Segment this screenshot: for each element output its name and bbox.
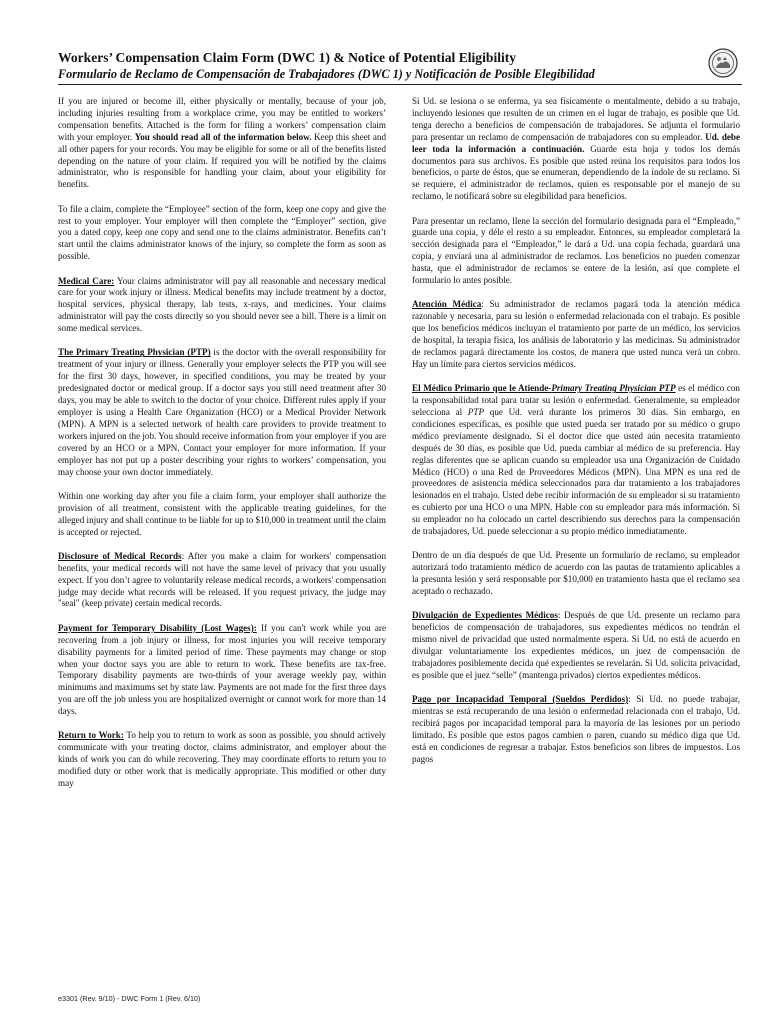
form-title-spanish: Formulario de Reclamo de Compensación de Trabajadores (DWC 1) y Notificación de Posible Elegibilidad [58,67,595,81]
intro-paragraph [58,96,386,191]
header-divider [58,84,742,85]
ptp-section [58,347,386,478]
intro-paragraph-es [412,96,740,203]
english-column [58,96,386,802]
disclosure-heading: Disclosure of Medical Records [58,550,182,561]
form-revision-footer: e3301 (Rev. 9/10) - DWC Form 1 (Rev. 6/10) [58,994,201,1003]
form-title-english: Workers’ Compensation Claim Form (DWC 1) & Notice of Potential Eligibility [58,50,517,65]
filing-paragraph: To file a claim, complete the “Employee” section of the form, keep one copy and give the rest to your employer. Your employer will then complete the “Employer” section, give you a dated copy, keep one copy and send one to the claims administrator. Benefits can’t start until the claims administrator knows of the injury, so complete the form as soon as possible. [58,203,386,262]
intro-emphasis: You should read all of the information below. [134,131,312,142]
temporary-disability-section [58,623,386,718]
ptp-heading: The Primary Treating Physician (PTP) [58,347,211,358]
authorization-paragraph-es: Dentro de un día después de que Ud. Presente un formulario de reclamo, su empleador autorizará todo tratamiento médico de acuerdo con las pautas de tratamiento aplicables a la presunta lesión y será responsable por $10,000 en tratamiento hasta que el reclamo sea aceptado o rechazado. [412,550,740,597]
ptp-text-es-cont: que Ud. verá durante los primeros 30 días. Sin embargo, en condiciones específicas, es posible que usted pueda ser tratado por su médico o grupo médico previamente designado. Si el doctor dice que usted aún necesita tratamiento después de 30 días, es posible que Ud. pueda cambiar al médico de su preferencia. Hay reglas diferentes que se aplican cuando su empleador usa una Organización de Cuidado Médico (HCO) o una Red de Proveedores Médicos (MPN). Una MPN es una red de proveedores de asistencia médica seleccionados para dar tratamiento a los trabajadores lesionados en el trabajo. Usted debe recibir información de su empleador si su tratamiento es cubierto por una HCO o una MPN. Hable con su empleador para más información. Si su empleador no ha colocado un cartel describiendo sus derechos para la compensación de trabajadores, Ud. puede seleccionar a su propio médico inmediatamente. [412,407,740,537]
ptp-text-es: es el médico con la responsabilidad total para tratar su lesión o enfermedad. Generalmente, su empleador selecciona al [412,383,740,418]
medical-care-heading: Medical Care: [58,275,115,286]
disclosure-section [58,551,386,611]
state-seal-icon [708,48,738,78]
return-to-work-section [58,730,386,790]
disclosure-text-es: : Después de que Ud. presente un reclamo para beneficios de compensación de trabajadores, sus expedientes médicos no tendrán el mismo nivel de privacidad que usted normalmente espera. Si Ud. no está de acuerdo en divulgar voluntariamente los expedientes médicos, un juez de compensación de trabajadores posiblemente decida qué expedientes se revelarán. Si Ud. solicita privacidad, es posible que el juez “selle” (mantenga privados) ciertos expedientes médicos. [412,610,741,680]
temporary-disability-heading-es: Pago por Incapacidad Temporal (Sueldos Perdidos) [412,694,629,705]
intro-text: If you are injured or become ill, either physically or mentally, because of your job, including injuries resulting from a workplace crime, you may be entitled to workers’ compensation benefits. Attached is the form for filing a workers’ compensation claim with your employer. [58,96,386,142]
medical-care-heading-es: Atención Médica [412,299,482,310]
disclosure-text: : After you make a claim for workers' compensation benefits, your medical records will not have the same level of privacy that you usually expect. If you don’t agree to voluntarily release medical records, a workers' compensation judge may decide what records will be released. If you request privacy, the judge may "seal" (keep private) certain medical records. [58,550,386,609]
form-header [58,50,668,82]
intro-emphasis-es: Ud. debe leer toda la información a continuación. [412,131,741,154]
temporary-disability-section-es [412,694,740,765]
ptp-section-es [412,383,740,538]
disclosure-heading-es: Divulgación de Expedientes Médicos [412,610,558,621]
temporary-disability-heading: Payment for Temporary Disability (Lost Wages): [58,622,257,633]
return-to-work-text: To help you to return to work as soon as possible, you should actively communicate with your treating doctor, claims administrator, and employer about the kinds of work you can do while recovering. They may coordinate efforts to return you to modified duty or other work that is medically appropriate. This modified or other duty may [58,730,386,789]
medical-care-section [58,276,386,336]
spanish-column [412,96,740,778]
ptp-abbrev: PTP [467,407,485,418]
filing-paragraph-es: Para presentar un reclamo, llene la sección del formulario designada para el “Empleado,” guarde una copia, y déle el resto a su empleador. Entonces, su empleador completará la sección designada para el “Empleador,” le dará a Ud. una copia fechada, guardará una copia, y enviará una al administrador de reclamos. Los beneficios no pueden comenzar hasta, que el administrador de reclamos se entere de la lesión, así que complete el formulario lo antes posible. [412,215,740,286]
disclosure-section-es [412,610,740,681]
ptp-text: is the doctor with the overall responsibility for treatment of your injury or illness. Generally your employer selects the PTP you will see for the first 30 days, however, in specified conditions, you may be treated by your predesignated doctor or medical group. If a doctor says you still need treatment after 30 days, you may be able to switch to the doctor of your choice. Different rules apply if your employer is using a Health Care Organization (HCO) or a Medical Provider Network (MPN). A MPN is a selected network of health care providers to provide treatment to workers injured on the job. You should receive information from your employer if you are covered by an HCO or a MPN. Contact your employer for more information. If your employer has not put up a poster describing your rights to workers’ compensation, you may choose your own doctor immediately. [58,347,387,477]
ptp-heading-english-term: Primary Treating Physician PTP [551,383,676,394]
intro-text-es: Si Ud. se lesiona o se enferma, ya sea físicamente o mentalmente, debido a su trabajo, incluyendo lesiones que resulten de un crimen en el lugar de trabajo, es posible que Ud. tenga derecho a beneficios de compensación de trabajadores. Se adjunta el formulario para presentar un reclamo de compensación de trabajadores con su empleador. [412,96,740,142]
medical-care-text: Your claims administrator will pay all reasonable and necessary medical care for your work injury or illness. Medical benefits may include treatment by a doctor, hospital services, physical therapy, lab tests, x-rays, and medicines. Your claims administrator will pay the costs directly so you should never see a bill. There is a limit on some medical services. [58,275,387,334]
medical-care-text-es: : Su administrador de reclamos pagará toda la atención médica razonable y necesaria, para su lesión o enfermedad relacionada con el trabajo. Es posible que los beneficios médicos incluyan el tratamiento por parte de un médico, los servicios de hospital, la terapia física, los análisis de laboratorio y las medicinas. Su administrador de reclamos pagará directamente los costos, de manera que usted nunca verá un cobro. Hay un límite para ciertos servicios médicos. [412,299,740,369]
medical-care-section-es [412,299,740,370]
return-to-work-heading: Return to Work: [58,730,124,741]
ptp-heading-es: El Médico Primario que le Atiende- [412,383,552,394]
intro-text-cont: Keep this sheet and all other papers for your records. You may be eligible for some or all of the benefits listed depending on the nature of your claim. If required you will be notified by the claims administrator, who is responsible for handling your claim, about your eligibility for benefits. [58,131,387,190]
temporary-disability-text-es: : Si Ud. no puede trabajar, mientras se está recuperando de una lesión o enfermedad relacionada con el trabajo, Ud. recibirá pagos por incapacidad temporal para la mayoría de las lesiones por un período limitado. Es posible que estos pagos cambien o paren, cuando su médico diga que Ud. está en condiciones de regresar a trabajar. Estos beneficios son libres de impuestos. Los pagos [412,694,740,764]
temporary-disability-text: If you can't work while you are recovering from a job injury or illness, for most injuries you will receive temporary disability payments for a limited period of time. These payments may change or stop when your doctor says you are able to return to work. These benefits are tax-free. Temporary disability payments are two-thirds of your average weekly pay, within minimums and maximums set by state law. Payments are not made for the first three days you are off the job unless you are hospitalized overnight or cannot work for more than 14 days. [58,622,386,717]
intro-text-cont-es: Guarde esta hoja y todos los demás documentos para sus archivos. Es posible que usted reúna los requisitos para todos los beneficios, o parte de éstos, que se enumeran, dependiendo de la índole de su reclamo. Si se requiere, el administrador de reclamos, quien es responsable por el manejo de su reclamo, le notificará sobre su elegibilidad para beneficios. [412,143,740,202]
authorization-paragraph: Within one working day after you file a claim form, your employer shall authorize the provision of all treatment, consistent with the applicable treating guidelines, for the alleged injury and shall continue to be liable for up to $10,000 in treatment until the claim is accepted or rejected. [58,490,386,537]
